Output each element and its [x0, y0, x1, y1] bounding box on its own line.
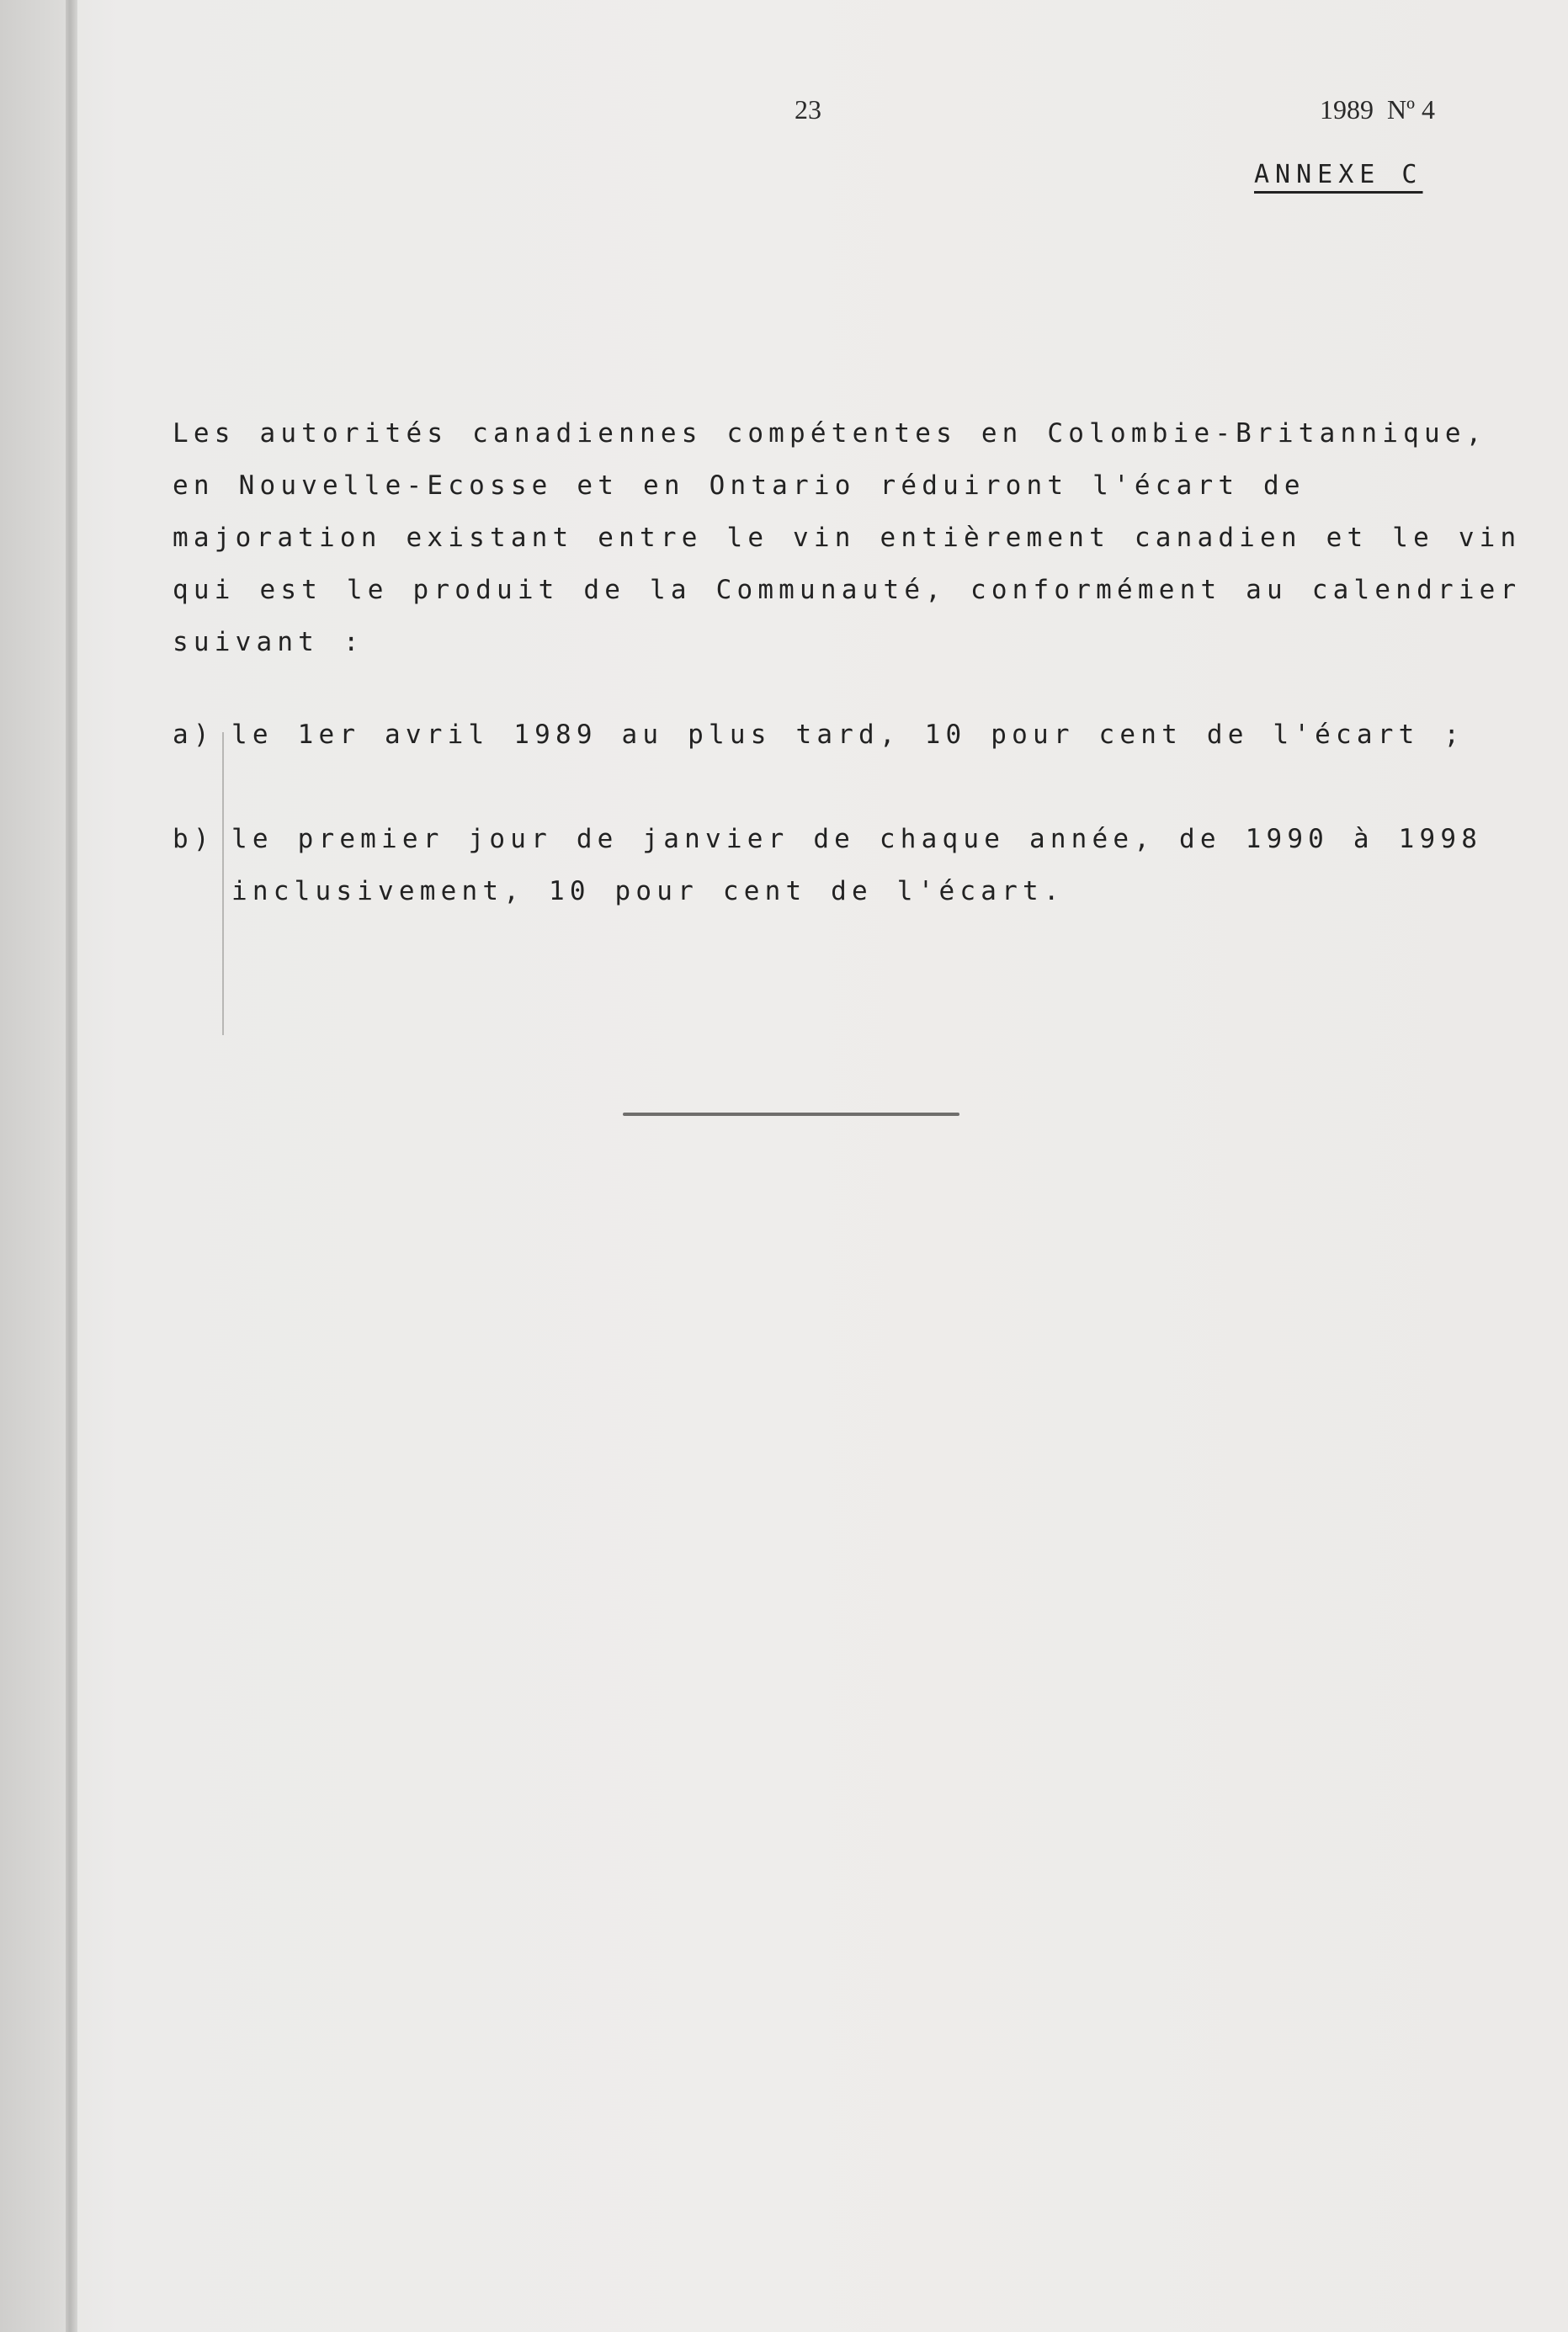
paragraph-line: qui est le produit de la Communauté, conformément au calendrier	[173, 575, 1522, 605]
end-of-text-rule	[623, 1113, 959, 1116]
main-paragraph	[173, 407, 1522, 668]
paragraph-line: majoration existant entre le vin entièrement canadien et le vin	[173, 523, 1522, 553]
show-through	[202, 320, 1464, 353]
paragraph-line: suivant :	[173, 627, 364, 657]
list-item-text-continued: inclusivement, 10 pour cent de l'écart.	[231, 876, 1065, 906]
binding-shadow	[0, 0, 66, 2332]
list-item-text: le premier jour de janvier de chaque année, de 1990 à 1998	[231, 824, 1483, 854]
list-item-text: le 1er avril 1989 au plus tard, 10 pour cent de l'écart ;	[231, 720, 1465, 750]
list-item-b	[173, 813, 1482, 917]
binding-spine	[66, 0, 77, 2332]
list-item-label: a)	[173, 720, 215, 750]
page-number: 23	[795, 94, 821, 125]
list-item-a	[173, 709, 1464, 761]
paragraph-line: Les autorités canadiennes compétentes en Colombie-Britannique,	[173, 418, 1487, 449]
list-item-label: b)	[173, 824, 215, 854]
paragraph-line: en Nouvelle-Ecosse et en Ontario réduiront l'écart de	[173, 470, 1305, 501]
issue-number: 1989 Nº 4	[1320, 94, 1436, 125]
annex-title: ANNEXE C	[1254, 160, 1423, 189]
